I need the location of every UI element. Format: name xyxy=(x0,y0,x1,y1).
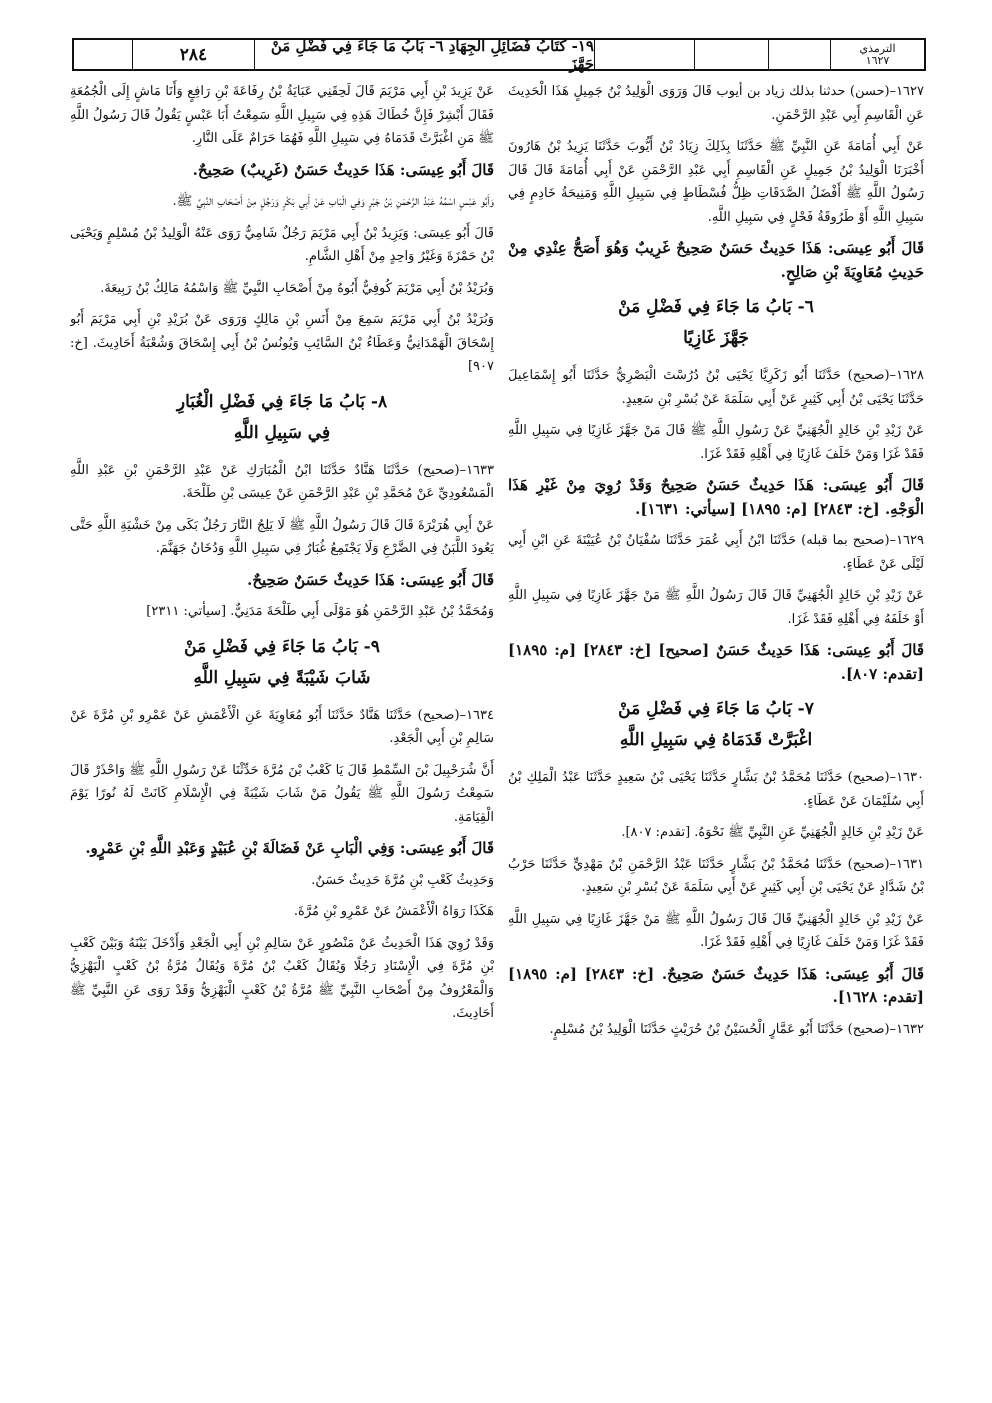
page-number: ٢٨٤ xyxy=(132,40,254,69)
commentary: وَأَبُو عَبْسٍ اسْمُهُ عَبْدُ الرَّحْمَنِ بْنُ جَبْرٍ وَفِي الْبَابِ عَنْ أَبِي بَكْرٍ وَرَجُلٍ مِنْ أَصْحَابِ النَّبِيِّ ﷺ. xyxy=(172,194,494,209)
hadith-text: عَنْ أَبِي هُرَيْرَةَ قَالَ قَالَ رَسُولُ اللَّهِ ﷺ لَا يَلِجُ النَّارَ رَجُلٌ بَكَى مِنْ خَشْيَةِ اللَّهِ حَتَّى يَعُودَ اللَّبَنُ فِي الضَّرْعِ وَلَا يَجْتَمِعُ غُبَارٌ فِي سَبِيلِ اللَّهِ وَدُخَانُ جَهَنَّمَ. xyxy=(70,517,494,556)
hadith-range: ١٦٢٧ xyxy=(865,53,890,67)
header-empty-cell xyxy=(768,40,830,69)
hadith-text: عَنْ زَيْدِ بْنِ خَالِدٍ الْجُهَنِيِّ عَنِ النَّبِيِّ ﷺ نَحْوَهُ. [تقدم: ٨٠٧]. xyxy=(621,825,924,840)
chapter-heading-8 xyxy=(70,387,494,449)
chapter-title-line: فِي سَبِيلِ اللَّهِ xyxy=(233,422,331,443)
hadith-1628-isnad: ١٦٢٨–(صحيح) حَدَّثَنَا أَبُو زَكَرِيَّا يَحْيَى بْنُ دُرُسْتَ الْبَصْرِيُّ حَدَّثَنَا أَبُو إِسْمَاعِيلَ حَدَّثَنَا يَحْيَى بْنُ أَبِي كَثِيرٍ عَنْ أَبِي سَلَمَةَ عَنْ بُسْرِ بْنِ سَعِيدٍ. xyxy=(508,368,924,407)
hadith-1629-isnad: ١٦٢٩–(صحيح بما قبله) حَدَّثَنَا ابْنُ أَبِي عُمَرَ حَدَّثَنَا سُفْيَانُ بْنُ عُيَيْنَةَ عَنِ ابْنِ أَبِي لَيْلَى عَنْ عَطَاءٍ. xyxy=(508,533,924,572)
hadith-1631-isnad: ١٦٣١–(صحيح) حَدَّثَنَا مُحَمَّدُ بْنُ بَشَّارٍ حَدَّثَنَا عَبْدُ الرَّحْمَنِ بْنُ مَهْدِيٍّ حَدَّثَنَا حَرْبُ بْنُ شَدَّادٍ عَنْ يَحْيَى بْنِ أَبِي كَثِيرٍ عَنْ أَبِي سَلَمَةَ عَنْ بُسْرِ بْنِ سَعِيدٍ. xyxy=(508,856,924,895)
chapter-heading-7 xyxy=(508,694,924,756)
abu-isa-comment: قَالَ أَبُو عِيسَى: هَذَا حَدِيثٌ حَسَنٌ (غَرِيبٌ) صَحِيحٌ. xyxy=(192,160,494,179)
right-column xyxy=(508,80,924,1380)
abu-isa-comment: قَالَ أَبُو عِيسَى: هَذَا حَدِيثٌ حَسَنٌ صَحِيحٌ غَرِيبٌ وَهُوَ أَصَحُّ عِنْدِي مِنْ حَدِيثِ مُعَاوِيَةَ بْنِ صَالِحٍ. xyxy=(508,239,924,281)
book-name: الترمذي xyxy=(859,41,896,55)
commentary: قَالَ أَبُو عِيسَى: وَيَزِيدُ بْنُ أَبِي مَرْيَمَ رَجُلٌ شَامِيٌّ رَوَى عَنْهُ الْوَلِيدُ بْنُ مُسْلِمٍ وَيَحْيَى بْنُ حَمْزَةَ وَغَيْرُ وَاحِدٍ مِنْ أَهْلِ الشَّامِ. xyxy=(70,225,494,264)
abu-isa-comment: قَالَ أَبُو عِيسَى: وَفِي الْبَابِ عَنْ فَضَالَةَ بْنِ عُبَيْدٍ وَعَبْدِ اللَّهِ بْنِ عَمْرٍو. xyxy=(85,839,494,857)
header-empty-cell xyxy=(74,40,132,69)
abu-isa-comment: قَالَ أَبُو عِيسَى: هَذَا حَدِيثٌ حَسَنٌ صَحِيحٌ. [خ: ٢٨٤٣] [م: ١٨٩٥] [تقدم: ١٦٢٨]. xyxy=(508,964,924,1006)
chapter-title-line: اغْبَرَّتْ قَدَمَاهُ فِي سَبِيلِ اللَّهِ xyxy=(619,730,813,750)
commentary: وَبُرَيْدُ بْنُ أَبِي مَرْيَمَ سَمِعَ مِنْ أَنَسِ بْنِ مَالِكٍ وَرَوَى عَنْ بُرَيْدِ بْنِ أَبِي مَرْيَمَ أَبُو إِسْحَاقَ الْهَمْدَانِيُّ وَعَطَاءُ بْنُ السَّائِبِ وَيُونُسُ بْنُ أَبِي إِسْحَاقَ وَشُعْبَةُ أَحَادِيثَ. [خ: ٩٠٧] xyxy=(70,312,494,374)
abu-isa-comment: قَالَ أَبُو عِيسَى: هَذَا حَدِيثٌ حَسَنٌ [صحيح] [خ: ٢٨٤٣] [م: ١٨٩٥] [تقدم: ٨٠٧]. xyxy=(508,641,924,683)
hadith-text: عَنْ يَزِيدَ بْنِ أَبِي مَرْيَمَ قَالَ لَحِقَنِي عَبَايَةُ بْنُ رِفَاعَةَ بْنِ رَافِعٍ وَأَنَا مَاشٍ إِلَى الْجُمُعَةِ فَقَالَ أَبْشِرْ فَإِنَّ خُطَاكَ هَذِهِ فِي سَبِيلِ اللَّهِ سَمِعْتُ أَبَا عَبْسٍ يَقُولُ قَالَ رَسُولُ اللَّهِ ﷺ مَنِ اغْبَرَّتْ قَدَمَاهُ فِي سَبِيلِ اللَّهِ فَهُمَا حَرَامٌ عَلَى النَّارِ. xyxy=(70,84,494,146)
hadith-1633-isnad: ١٦٣٣–(صحيح) حَدَّثَنَا هَنَّادٌ حَدَّثَنَا ابْنُ الْمُبَارَكِ عَنْ عَبْدِ الرَّحْمَنِ بْنِ عَبْدِ اللَّهِ الْمَسْعُودِيِّ عَنْ مُحَمَّدِ بْنِ عَبْدِ الرَّحْمَنِ عَنْ عِيسَى بْنِ طَلْحَةَ. xyxy=(70,462,494,501)
hadith-text: أَنَّ شُرَحْبِيلَ بْنَ السِّمْطِ قَالَ يَا كَعْبُ بْنَ مُرَّةَ حَدِّثْنَا عَنْ رَسُولِ اللَّهِ ﷺ وَاحْذَرْ قَالَ سَمِعْتُ رَسُولَ اللَّهِ ﷺ يَقُولُ مَنْ شَابَ شَيْبَةً فِي الْإِسْلَامِ كَانَتْ لَهُ نُورًا يَوْمَ الْقِيَامَةِ. xyxy=(70,762,494,825)
chapter-title-line: ٦- بَابُ مَا جَاءَ فِي فَضْلِ مَنْ xyxy=(618,297,814,317)
page-header xyxy=(72,38,926,71)
hadith-text: عَنْ زَيْدِ بْنِ خَالِدٍ الْجُهَنِيِّ قَالَ قَالَ رَسُولُ اللَّهِ ﷺ مَنْ جَهَّزَ غَازِيًا فِي سَبِيلِ اللَّهِ أَوْ خَلَفَهُ فِي أَهْلِهِ فَقَدْ غَزَا. xyxy=(508,588,924,627)
header-empty-cell xyxy=(594,40,694,69)
commentary: وَمُحَمَّدُ بْنُ عَبْدِ الرَّحْمَنِ هُوَ مَوْلَى أَبِي طَلْحَةَ مَدَنِيٌّ. [سيأتي: ٢٣١١] xyxy=(146,604,494,619)
chapter-heading-9 xyxy=(70,632,494,694)
header-empty-cell xyxy=(694,40,768,69)
hadith-text: عَنْ زَيْدِ بْنِ خَالِدٍ الْجُهَنِيِّ قَالَ قَالَ رَسُولُ اللَّهِ ﷺ مَنْ جَهَّزَ غَازِيًا فِي سَبِيلِ اللَّهِ فَقَدْ غَزَا وَمَنْ خَلَفَ غَازِيًا فِي أَهْلِهِ فَقَدْ غَزَا. xyxy=(508,911,924,950)
hadith-1634-isnad: ١٦٣٤–(صحيح) حَدَّثَنَا هَنَّادٌ حَدَّثَنَا أَبُو مُعَاوِيَةَ عَنِ الْأَعْمَشِ عَنْ عَمْرِو بْنِ مُرَّةَ عَنْ سَالِمِ بْنِ أَبِي الْجَعْدِ. xyxy=(70,707,494,746)
hadith-text: عَنْ زَيْدِ بْنِ خَالِدٍ الْجُهَنِيِّ عَنْ رَسُولِ اللَّهِ ﷺ قَالَ مَنْ جَهَّزَ غَازِيًا فِي سَبِيلِ اللَّهِ فَقَدْ غَزَا وَمَنْ خَلَفَ غَازِيًا فِي أَهْلِهِ فَقَدْ غَزَا. xyxy=(508,423,924,462)
abu-isa-comment: قَالَ أَبُو عِيسَى: هَذَا حَدِيثٌ حَسَنٌ صَحِيحٌ وَقَدْ رُوِيَ مِنْ غَيْرِ هَذَا الْوَجْهِ. [خ: ٢٨٤٣] [م: ١٨٩٥] [سيأتي: ١٦٣١]. xyxy=(508,476,924,518)
commentary: هَكَذَا رَوَاهُ الْأَعْمَشُ عَنْ عَمْرِو بْنِ مُرَّةَ. xyxy=(293,904,494,919)
abu-isa-comment: قَالَ أَبُو عِيسَى: هَذَا حَدِيثٌ حَسَنٌ صَحِيحٌ. xyxy=(247,570,494,589)
hadith-text: عَنْ أَبِي أُمَامَةَ عَنِ النَّبِيِّ ﷺ حَدَّثَنَا بِذَلِكَ زِيَادُ بْنُ أَيُّوبَ حَدَّثَنَا يَزِيدُ بْنُ هَارُونَ أَخْبَرَنَا الْوَلِيدُ بْنُ جَمِيلٍ عَنِ الْقَاسِمِ أَبِي عَبْدِ الرَّحْمَنِ عَنْ أَبِي أُمَامَةَ قَالَ قَالَ رَسُولُ اللَّهِ ﷺ أَفْضَلُ الصَّدَقَاتِ ظِلُّ فُسْطَاطٍ فِي سَبِيلِ اللَّهِ وَمَنِيحَةُ خَادِمٍ فِي سَبِيلِ اللَّهِ أَوْ طَرُوقَةُ فَحْلٍ فِي سَبِيلِ اللَّهِ. xyxy=(508,139,924,225)
header-title: ١٩- كتَابُ فَضَائِلِ الجِهَادِ ٦- بَابُ مَا جَاءَ فِي فَضْلِ مَنْ جَهَّزَ xyxy=(254,40,594,69)
chapter-title-line: ٧- بَابُ مَا جَاءَ فِي فَضْلِ مَنْ xyxy=(618,699,814,719)
hadith-1630-isnad: ١٦٣٠–(صحيح) حَدَّثَنَا مُحَمَّدُ بْنُ بَشَّارٍ حَدَّثَنَا يَحْيَى بْنُ سَعِيدٍ حَدَّثَنَا عَبْدُ الْمَلِكِ بْنُ أَبِي سُلَيْمَانَ عَنْ عَطَاءٍ. xyxy=(508,770,924,809)
commentary: وَبُرَيْدُ بْنُ أَبِي مَرْيَمَ كُوفِيٌّ أَبُوهُ مِنْ أَصْحَابِ النَّبِيِّ ﷺ وَاسْمُهُ مَالِكُ بْنُ رَبِيعَةَ. xyxy=(100,280,494,296)
chapter-title-line: ٨- بَابُ مَا جَاءَ فِي فَضْلِ الْغُبَارِ xyxy=(176,391,388,412)
commentary: وَحَدِيثُ كَعْبِ بْنِ مُرَّةَ حَدِيثٌ حَسَنٌ. xyxy=(311,872,494,888)
commentary: وَقَدْ رُوِيَ هَذَا الْحَدِيثُ عَنْ مَنْصُورٍ عَنْ سَالِمِ بْنِ أَبِي الْجَعْدِ وَأَدْخَلَ بَيْنَهُ وَبَيْنَ كَعْبِ بْنِ مُرَّةَ فِي الْإِسْنَادِ رَجُلًا وَيُقَالُ كَعْبُ بْنُ مُرَّةَ وَيُقَالُ مُرَّةُ بْنُ كَعْبٍ الْبَهْزِيُّ وَالْمَعْرُوفُ مِنْ أَصْحَابِ النَّبِيِّ ﷺ مُرَّةُ بْنُ كَعْبٍ الْبَهْزِيُّ وَقَدْ رَوَى عَنِ النَّبِيِّ ﷺ أَحَادِيثَ. xyxy=(70,935,494,1021)
chapter-title-line: جَهَّزَ غَازِيًا xyxy=(683,328,749,348)
chapter-heading-6 xyxy=(508,292,924,354)
hadith-1632-isnad: ١٦٣٢–(صحيح) حَدَّثَنَا أَبُو عَمَّارٍ الْحُسَيْنُ بْنُ حُرَيْثٍ حَدَّثَنَا الْوَلِيدُ بْنُ مُسْلِمٍ. xyxy=(549,1021,924,1037)
header-book-cell xyxy=(830,40,924,69)
hadith-1627-end: ١٦٢٧–(حسن) حدثنا بذلك زياد بن أيوب قَالَ وَرَوَى الْوَلِيدُ بْنُ جَمِيلٍ هَذَا الْحَدِيثَ عَنِ الْقَاسِمِ أَبِي عَبْدِ الرَّحْمَنِ. xyxy=(508,84,924,123)
chapter-title-line: ٩- بَابُ مَا جَاءَ فِي فَضْلِ مَنْ xyxy=(184,636,380,657)
left-column xyxy=(70,80,494,1380)
chapter-title-line: شَابَ شَيْبَةً فِي سَبِيلِ اللَّهِ xyxy=(193,667,371,688)
